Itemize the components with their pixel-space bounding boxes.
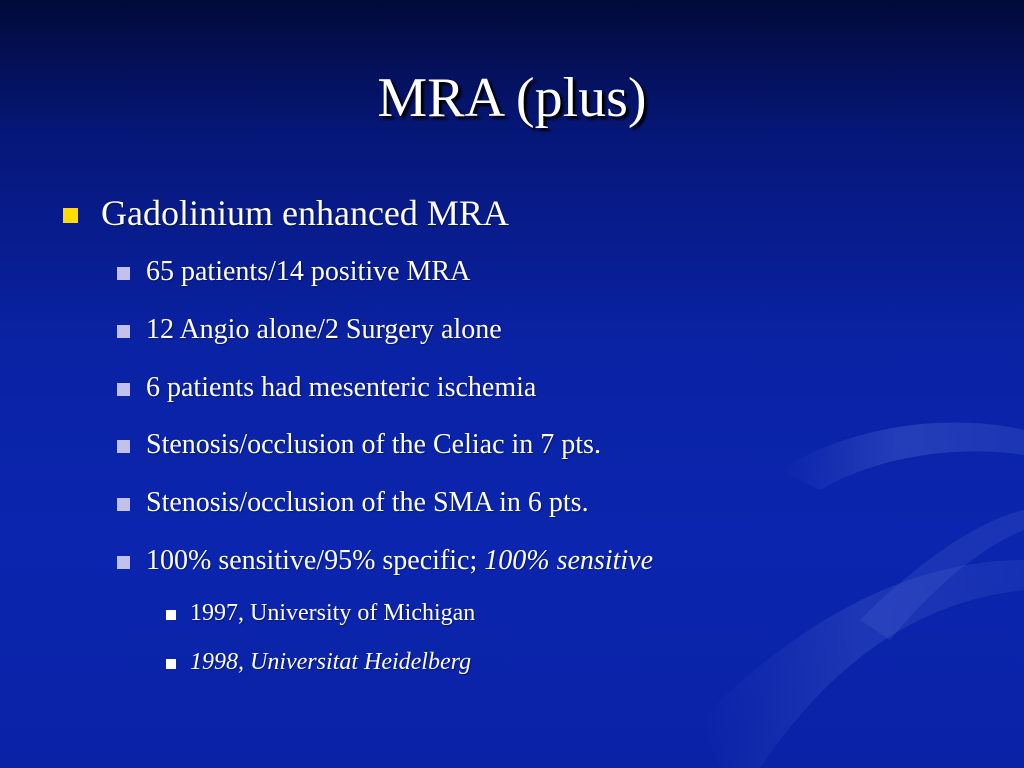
square-bullet-icon (117, 383, 130, 396)
bullet-level2 (146, 544, 653, 578)
square-bullet-icon (166, 610, 176, 620)
square-bullet-icon (63, 208, 78, 223)
bullet-level2 (146, 428, 601, 462)
bullet-level1 (101, 193, 509, 233)
slide-title: MRA (plus) (377, 67, 647, 129)
bullet-text: 6 patients had mesenteric ischemia (146, 372, 537, 403)
square-bullet-icon (117, 440, 130, 453)
bullet-text: Stenosis/occlusion of the Celiac in 7 pts. (146, 429, 601, 460)
bullet-text-italic: 100% sensitive (484, 545, 654, 576)
bullet-level3 (190, 647, 471, 677)
bullet-text: 12 Angio alone/2 Surgery alone (146, 314, 502, 345)
square-bullet-icon (117, 267, 130, 280)
bullet-level2 (146, 313, 502, 347)
square-bullet-icon (117, 325, 130, 338)
bullet-text: 1997, University of Michigan (190, 600, 476, 626)
bullet-text: 65 patients/14 positive MRA (146, 256, 471, 287)
bullet-text: 100% sensitive/95% specific; (146, 545, 485, 576)
bullet-level2 (146, 371, 536, 405)
bullet-text: Gadolinium enhanced MRA (101, 193, 509, 233)
bullet-level2 (146, 486, 589, 520)
square-bullet-icon (117, 498, 130, 511)
square-bullet-icon (117, 556, 130, 569)
square-bullet-icon (166, 659, 176, 669)
bullet-level2 (146, 255, 470, 289)
bullet-text: Stenosis/occlusion of the SMA in 6 pts. (146, 487, 589, 518)
bullet-level3 (190, 598, 475, 628)
bullet-text: 1998, Universitat Heidelberg (190, 649, 472, 675)
